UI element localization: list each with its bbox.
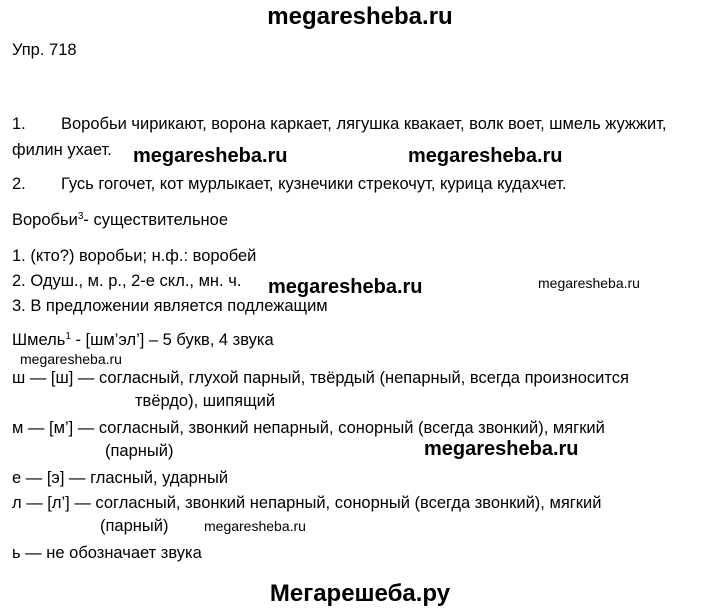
sound-l-line1: л — [л’] — согласный, звонкий непарный, сонорный (всегда звонкий), мягкий bbox=[12, 494, 602, 512]
watermark-6: megaresheba.ru bbox=[424, 438, 579, 460]
watermark-1: megaresheba.ru bbox=[133, 145, 288, 167]
phonetic-word: Шмель bbox=[12, 331, 66, 349]
phonetic-marker: 1 bbox=[65, 331, 71, 342]
item2-number: 2. bbox=[12, 175, 26, 193]
footer-watermark: Мегарешеба.ру bbox=[269, 580, 451, 607]
header-watermark: megaresheba.ru bbox=[267, 3, 453, 30]
morph-point-3: 3. В предложении является подлежащим bbox=[12, 297, 328, 315]
analysis-marker: 3 bbox=[77, 211, 84, 222]
sound-soft-sign: ь — не обозначает звука bbox=[12, 544, 202, 562]
sound-m-line2: (парный) bbox=[105, 442, 174, 460]
morph-point-2: 2. Одуш., м. р., 2-е скл., мн. ч. bbox=[12, 272, 242, 290]
sound-sh-line1: ш — [ш] — согласный, глухой парный, твёрдый (непарный, всегда произносится bbox=[12, 369, 629, 387]
morph-point-1: 1. (кто?) воробьи; н.ф.: воробей bbox=[12, 247, 257, 265]
phonetic-summary: - [шм’эл’] – 5 букв, 4 звука bbox=[70, 331, 274, 349]
item1-line1: Воробьи чирикают, ворона каркает, лягушка квакает, волк воет, шмель жужжит, bbox=[61, 115, 667, 133]
exercise-title: Упр. 718 bbox=[12, 41, 77, 59]
item1-line2: филин ухает. bbox=[12, 141, 112, 159]
item1-number: 1. bbox=[12, 115, 26, 133]
sound-e: е — [э] — гласный, ударный bbox=[12, 469, 229, 487]
phonetic-analysis-title bbox=[12, 330, 274, 350]
sound-m-line1: м — [м’] — согласный, звонкий непарный, сонорный (всегда звонкий), мягкий bbox=[12, 419, 605, 437]
sound-sh-line2: твёрдо), шипящий bbox=[135, 392, 276, 410]
item2-text: Гусь гогочет, кот мурлыкает, кузнечики стрекочут, курица кудахчет. bbox=[61, 175, 567, 193]
morph-analysis-title bbox=[12, 210, 228, 230]
analyzed-word: Воробьи bbox=[12, 211, 78, 229]
watermark-2: megaresheba.ru bbox=[408, 145, 563, 167]
analysis-part-of-speech: - существительное bbox=[83, 211, 228, 229]
sound-l-line2: (парный) bbox=[100, 517, 169, 535]
watermark-7: megaresheba.ru bbox=[204, 518, 306, 534]
watermark-3: megaresheba.ru bbox=[268, 276, 423, 298]
watermark-4: megaresheba.ru bbox=[538, 275, 640, 291]
watermark-5: megaresheba.ru bbox=[20, 351, 122, 367]
